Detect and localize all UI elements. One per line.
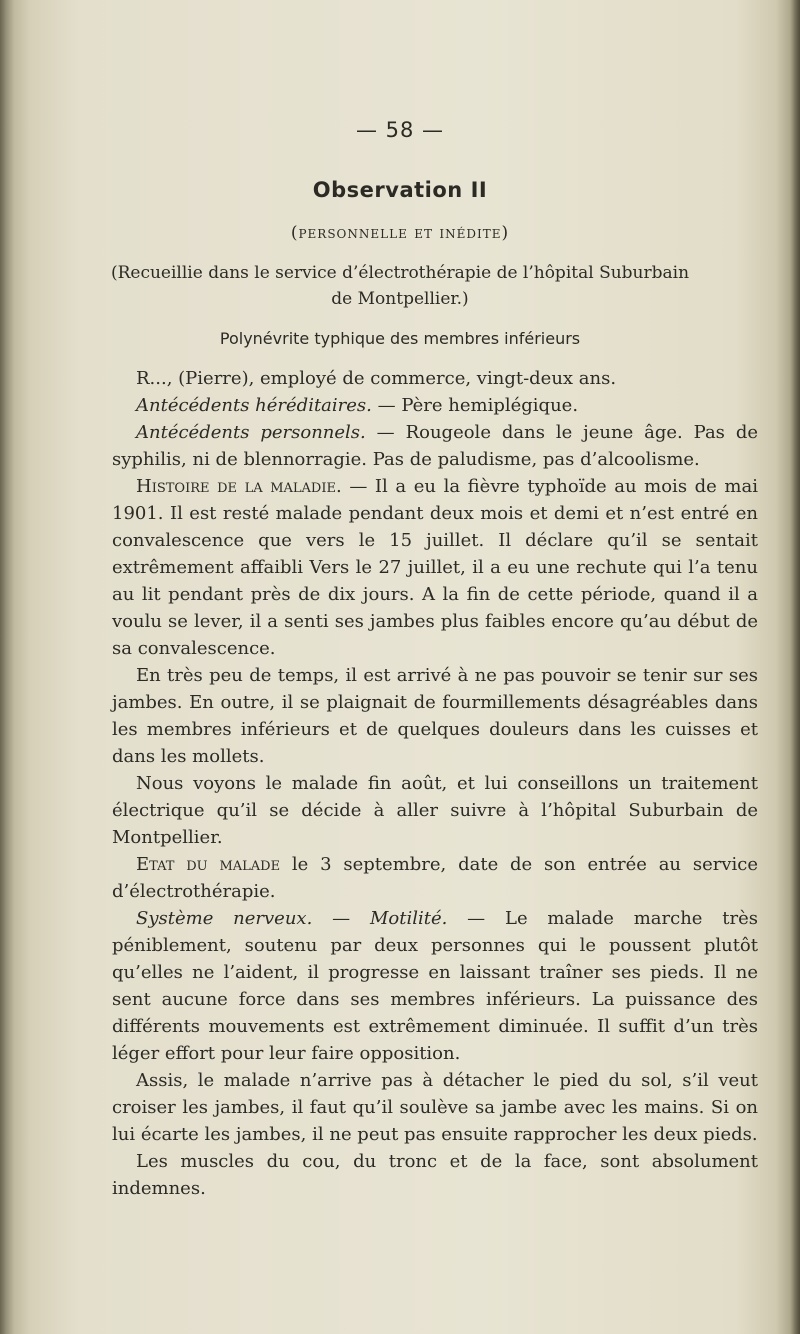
paragraph-seated: Assis, le malade n’arrive pas à détacher le pied du sol, s’il veut croiser les jambes, il faut qu’il soulève sa jambe avec les mains. Si on lui écarte les jambes, il ne peut pas ensuite rapprocher les deux pieds. (112, 1070, 758, 1145)
paragraph-hereditary (112, 392, 758, 419)
motility-text: — Le malade marche très péniblement, soutenu par deux personnes qui le poussent plutôt qu’elles ne l’aident, il progresse en laissant traîner ses pieds. Il ne sent aucune force dans ses membres inférieurs. La puissance des différents mouvements est extrêmement diminuée. Il suffit d’un très léger effort pour leur faire opposition. (112, 908, 759, 1064)
paragraph-nervous-system (112, 905, 758, 1067)
state-label: Etat du malade (136, 854, 281, 875)
paragraph-treatment: Nous voyons le malade fin août, et lui conseillons un traitement électrique qu’il se décide à aller suivre à l’hôpital Suburbain de Montpellier. (112, 773, 758, 848)
page-number: — 58 — (355, 118, 445, 142)
observation-subtitle: (personnelle et inédite) (290, 223, 510, 243)
source-note-line-2: de Montpellier.) (331, 289, 469, 309)
paragraph-personal (112, 419, 758, 473)
paragraph-state (112, 851, 758, 905)
paragraph-patient: R..., (Pierre), employé de commerce, vingt-deux ans. (136, 368, 617, 389)
personal-label: Antécédents personnels. (136, 422, 366, 443)
nervous-system-label: Système nerveux. (136, 908, 313, 929)
paragraph-progression: En très peu de temps, il est arrivé à ne pas pouvoir se tenir sur ses jambes. En outre, il se plaignait de fourmillements désagréables dans les membres inférieurs et de quelques douleurs dans les cuisses et dans les mollets. (112, 665, 758, 767)
paragraph-history (112, 473, 758, 662)
state-text: le 3 septembre, date de son entrée au service d’électrothérapie. (112, 854, 758, 902)
hereditary-text: — Père hemiplégique. (371, 395, 579, 416)
source-note-line-1: (Recueillie dans le service d’électrothérapie de l’hôpital Suburbain (110, 263, 690, 283)
hereditary-label: Antécédents héréditaires. (136, 395, 372, 416)
paragraph-muscles: Les muscles du cou, du tronc et de la face, sont absolument indemnes. (112, 1151, 758, 1199)
section-title: Polynévrite typhique des membres inférieurs (219, 329, 581, 348)
personal-text: — Rougeole dans le jeune âge. Pas de syphilis, ni de blennorragie. Pas de paludisme, pas d’alcoolisme. (112, 422, 758, 470)
observation-title: Observation II (312, 178, 488, 202)
history-text: — Il a eu la fièvre typhoïde au mois de mai 1901. Il est resté malade pendant deux mois et demi et n’est entré en convalescence que vers le 15 juillet. Il déclare qu’il se sentait extrêmement affaibli Vers le 27 juillet, il a eu une rechute qui l’a tenu au lit pendant près de dix jours. A la fin de cette période, quand il a voulu se lever, il a senti ses jambes plus faibles encore qu’au début de sa convalescence. (112, 476, 758, 659)
body-text (112, 365, 758, 1202)
nervous-system-sep: — (312, 908, 370, 929)
history-label: Histoire de la maladie. (136, 476, 342, 497)
motility-label: Motilité. (369, 908, 448, 929)
